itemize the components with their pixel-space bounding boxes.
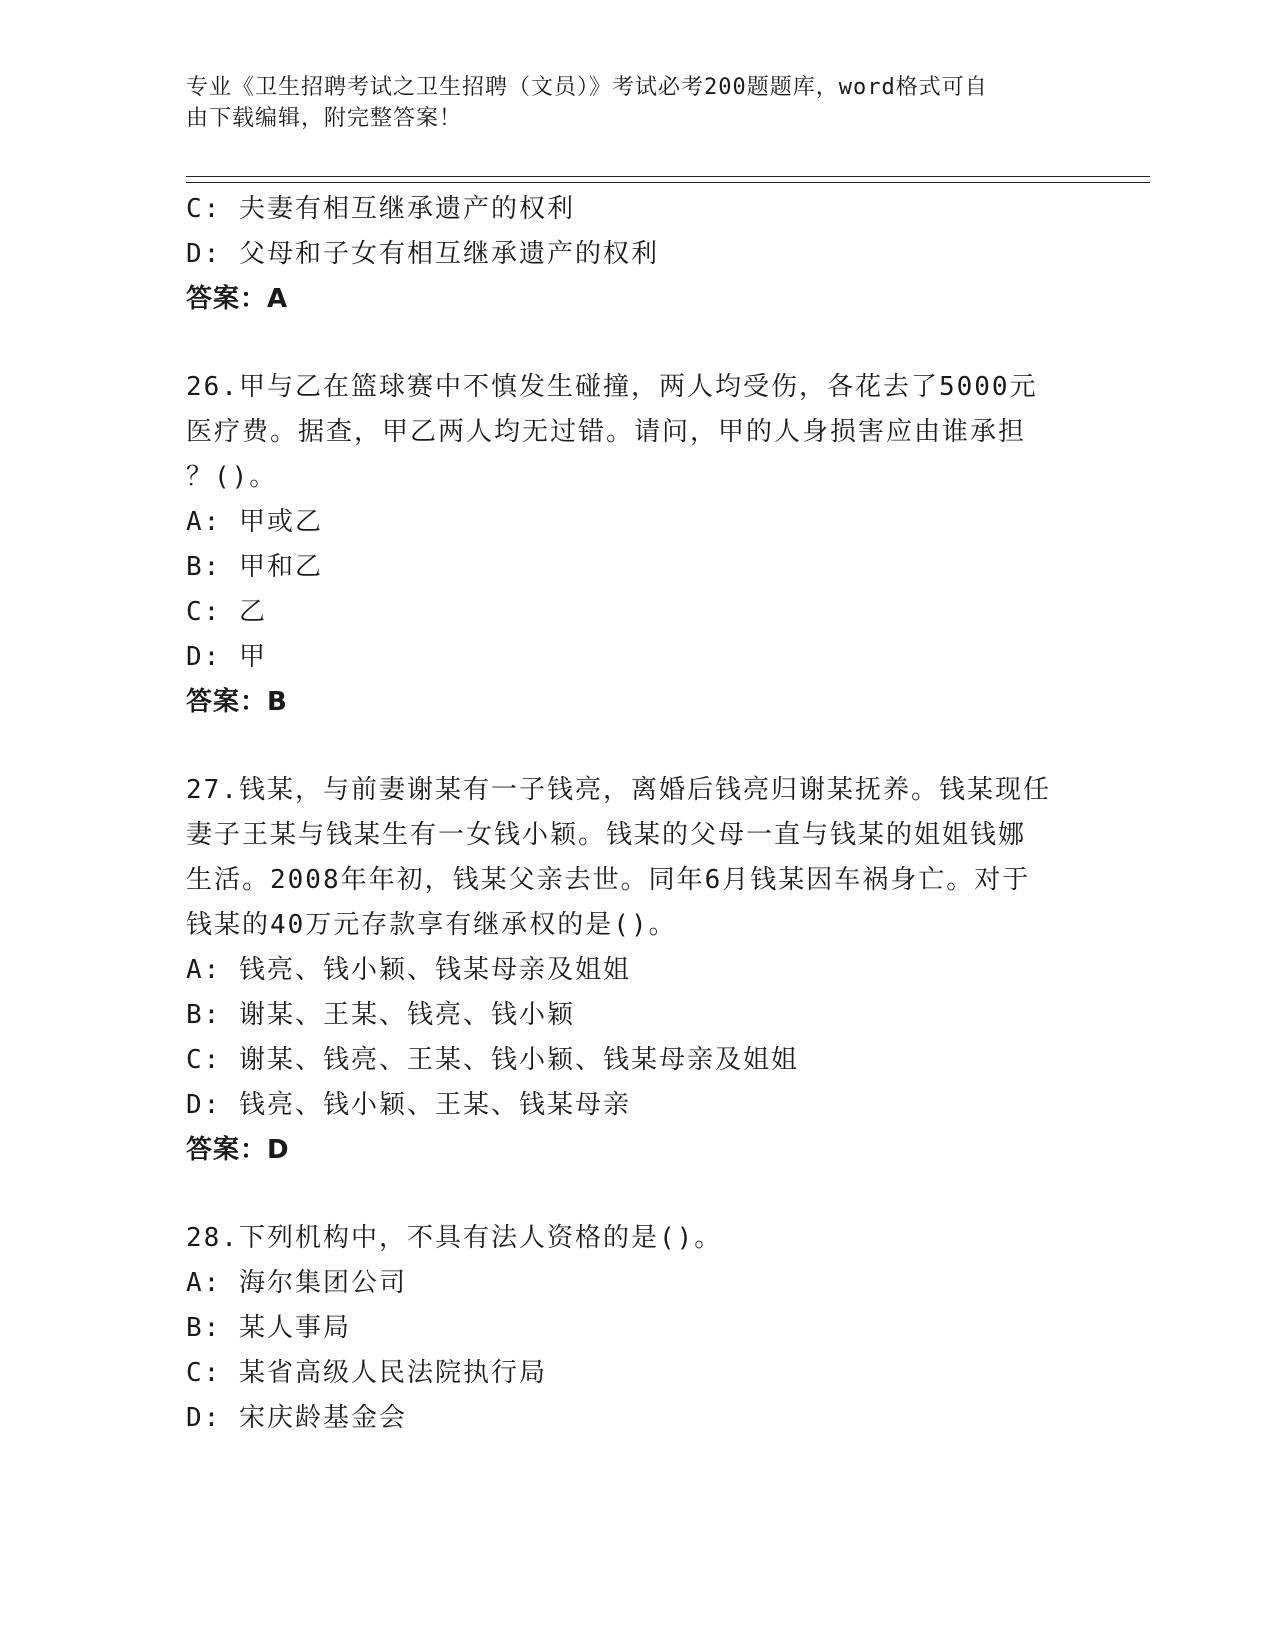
q27-stem-line-4: 钱某的40万元存款享有继承权的是()。	[186, 910, 677, 940]
q27-option-a: A: 钱亮、钱小颖、钱某母亲及姐姐	[186, 955, 631, 985]
q28-stem-line-1: 28.下列机构中，不具有法人资格的是()。	[186, 1223, 723, 1253]
q26-stem-line-1: 26.甲与乙在篮球赛中不慎发生碰撞，两人均受伤，各花去了5000元	[186, 372, 1038, 402]
q27-option-d: D: 钱亮、钱小颖、王某、钱某母亲	[186, 1090, 631, 1120]
prev-option-d: D: 父母和子女有相互继承遗产的权利	[186, 239, 659, 269]
document-header	[186, 72, 1086, 134]
header-line-2: 由下载编辑，附完整答案！	[186, 106, 463, 131]
q28-option-a: A: 海尔集团公司	[186, 1268, 407, 1298]
q26-option-b: B: 甲和乙	[186, 552, 323, 582]
q28-option-d: D: 宋庆龄基金会	[186, 1403, 407, 1433]
prev-option-c: C: 夫妻有相互继承遗产的权利	[186, 194, 575, 224]
q27-stem-line-3: 生活。2008年年初，钱某父亲去世。同年6月钱某因车祸身亡。对于	[186, 865, 1031, 895]
q27-stem-line-1: 27.钱某，与前妻谢某有一子钱亮，离婚后钱亮归谢某抚养。钱某现任	[186, 775, 1051, 805]
q28-option-b: B: 某人事局	[186, 1313, 351, 1343]
q26-option-a: A: 甲或乙	[186, 507, 323, 537]
prev-answer: 答案：A	[186, 284, 289, 314]
q27-option-c: C: 谢某、钱亮、王某、钱小颖、钱某母亲及姐姐	[186, 1045, 799, 1075]
q28-option-c: C: 某省高级人民法院执行局	[186, 1358, 547, 1388]
q26-stem-line-3: ？()。	[186, 462, 278, 492]
q27-answer: 答案：D	[186, 1135, 290, 1165]
header-rule-top	[186, 176, 1150, 177]
q26-option-d: D: 甲	[186, 642, 267, 672]
q27-stem-line-2: 妻子王某与钱某生有一女钱小颖。钱某的父母一直与钱某的姐姐钱娜	[186, 820, 1027, 850]
header-rule-bottom	[186, 182, 1150, 183]
q26-stem-line-2: 医疗费。据查，甲乙两人均无过错。请问，甲的人身损害应由谁承担	[186, 417, 1027, 447]
q26-option-c: C: 乙	[186, 597, 267, 627]
q27-option-b: B: 谢某、王某、钱亮、钱小颖	[186, 1000, 575, 1030]
q26-answer: 答案：B	[186, 687, 288, 717]
header-line-1: 专业《卫生招聘考试之卫生招聘（文员）》考试必考200题题库，word格式可自	[186, 75, 988, 100]
